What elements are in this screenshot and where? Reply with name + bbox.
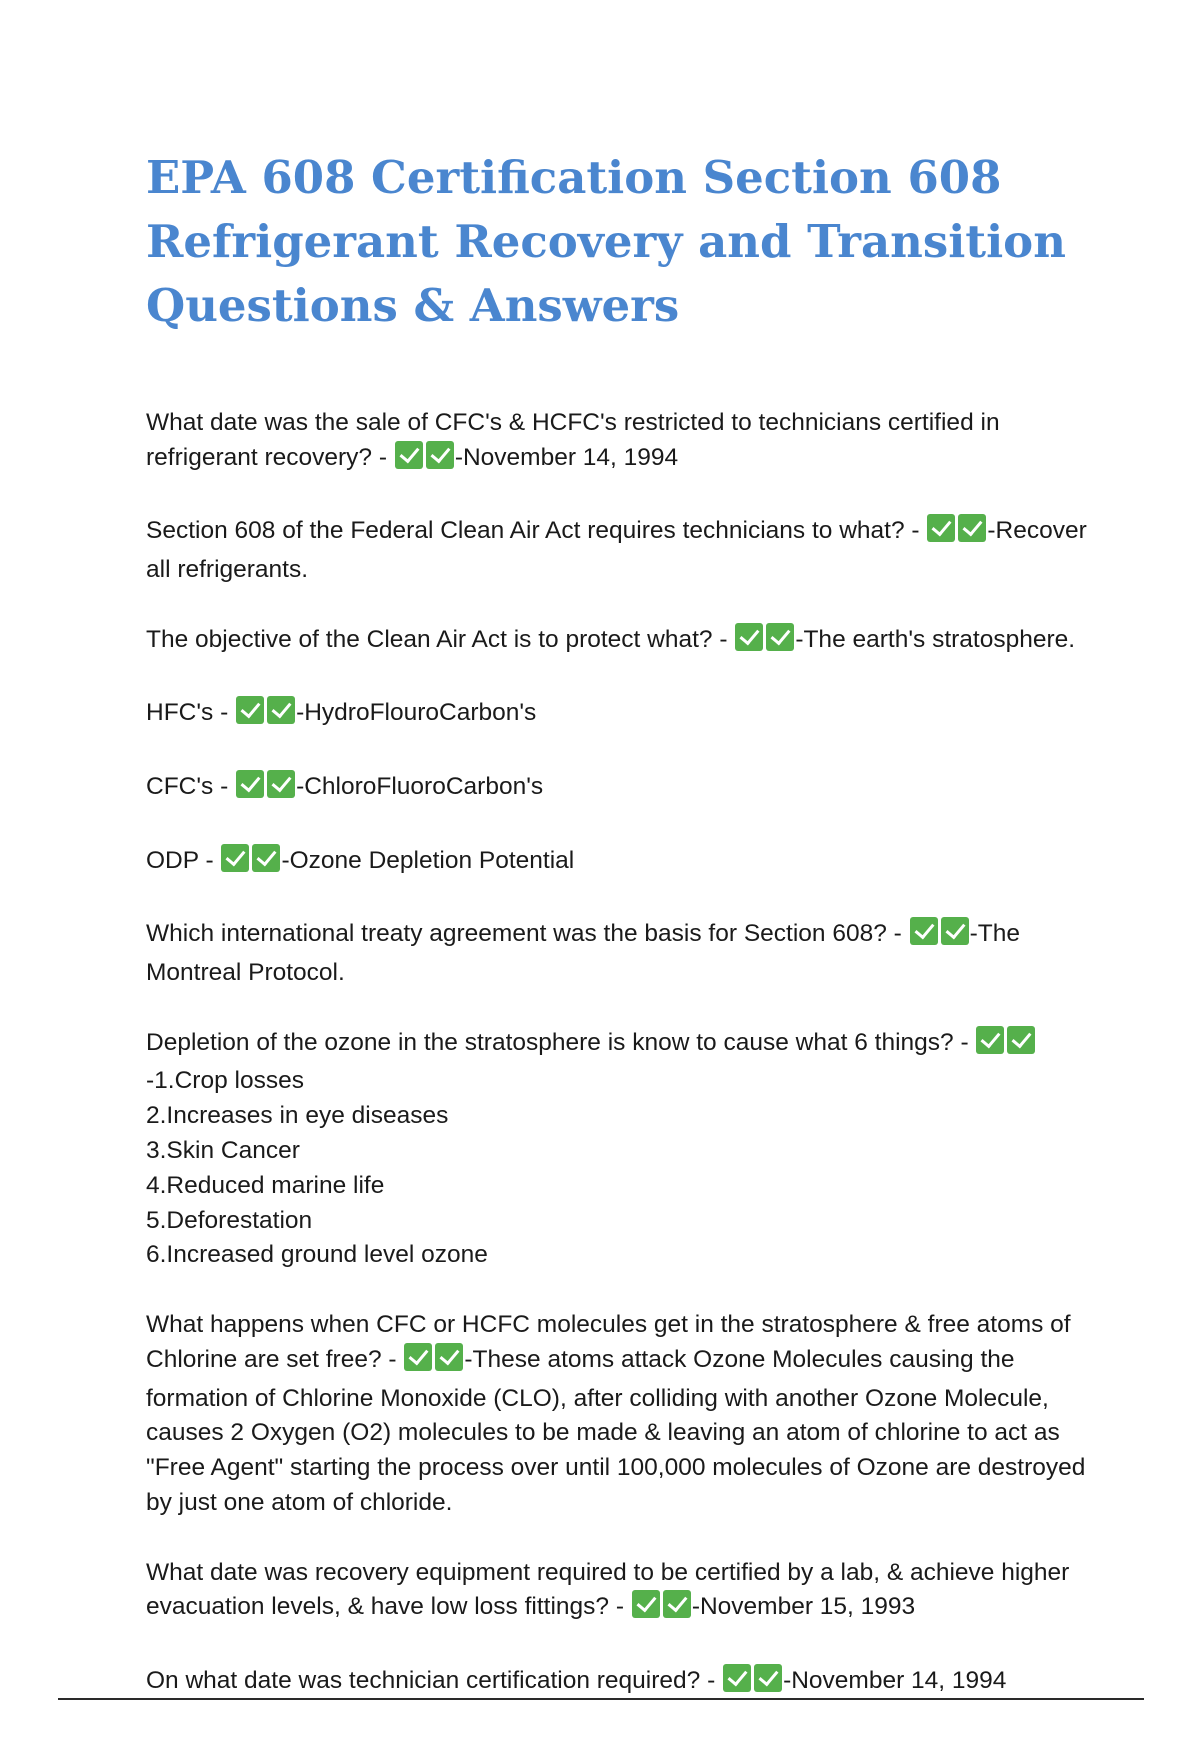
check-icon xyxy=(632,1590,660,1618)
double-check-icon xyxy=(927,514,986,553)
answer-text: -November 15, 1993 xyxy=(691,1593,916,1621)
check-icon xyxy=(426,441,454,469)
question-text: Section 608 of the Federal Clean Air Act requires technicians to what? xyxy=(146,517,905,545)
qa-item xyxy=(146,844,1096,883)
double-check-icon xyxy=(236,770,295,809)
check-icon xyxy=(236,770,264,798)
double-check-icon xyxy=(735,623,794,662)
title-line-3: Questions & Answers xyxy=(146,279,680,332)
separator: - xyxy=(213,772,236,800)
answer-text: -Recover all refrigerants. xyxy=(146,517,1087,584)
qa-item xyxy=(146,1664,1096,1703)
check-icon xyxy=(976,1026,1004,1054)
check-icon xyxy=(941,917,969,945)
title-line-1: EPA 608 Certification Section 608 xyxy=(146,151,1002,204)
double-check-icon xyxy=(910,917,969,956)
separator: - xyxy=(198,846,221,874)
question-text: On what date was technician certification required? xyxy=(146,1666,701,1694)
double-check-icon xyxy=(404,1343,463,1382)
answer-text: -The earth's stratosphere. xyxy=(795,625,1076,653)
check-icon xyxy=(927,514,955,542)
check-icon xyxy=(723,1664,751,1692)
check-icon xyxy=(404,1343,432,1371)
question-text: The objective of the Clean Air Act is to protect what? xyxy=(146,625,713,653)
check-icon xyxy=(252,844,280,872)
title-line-2: Refrigerant Recovery and Transition xyxy=(146,215,1066,268)
list-line: 3.Skin Cancer xyxy=(146,1136,300,1164)
answer-text: -November 14, 1994 xyxy=(454,443,679,471)
check-icon xyxy=(663,1590,691,1618)
separator: - xyxy=(886,920,909,948)
list-line: 2.Increases in eye diseases xyxy=(146,1102,449,1130)
qa-item xyxy=(146,770,1096,809)
check-icon xyxy=(267,770,295,798)
list-line: 5.Deforestation xyxy=(146,1206,313,1234)
check-icon xyxy=(1007,1026,1035,1054)
separator: - xyxy=(213,699,236,727)
qa-list xyxy=(146,406,1096,1737)
separator: - xyxy=(904,517,927,545)
check-icon xyxy=(395,441,423,469)
question-text: What date was the sale of CFC's & HCFC's restricted to technicians certified in refrigerant recovery? xyxy=(146,409,1000,471)
answer-text: -1.Crop losses xyxy=(146,1067,304,1095)
double-check-icon xyxy=(723,1664,782,1703)
qa-item xyxy=(146,1556,1096,1630)
answer-text: -These atoms attack Ozone Molecules causing the formation of Chlorine Monoxide (CLO), after colliding with another Ozone Molecule, causes 2 Oxygen (O2) molecules to be made & leaving an atom of chlorine to act as "Free Agent" starting the process over until 100,000 molecules of Ozone are destroyed by just one atom of chloride. xyxy=(146,1345,1086,1516)
question-text: What happens when CFC or HCFC molecules get in the stratosphere & free atoms of Chlorine are set free? xyxy=(146,1310,1071,1373)
qa-item xyxy=(146,623,1096,662)
qa-item xyxy=(146,1308,1096,1521)
double-check-icon xyxy=(221,844,280,883)
list-line: 6.Increased ground level ozone xyxy=(146,1241,488,1269)
double-check-icon xyxy=(236,696,295,735)
separator: - xyxy=(609,1593,631,1621)
check-icon xyxy=(435,1343,463,1371)
qa-item xyxy=(146,696,1096,735)
qa-item xyxy=(146,514,1096,588)
check-icon xyxy=(766,623,794,651)
check-icon xyxy=(735,623,763,651)
check-icon xyxy=(910,917,938,945)
answer-text: -The Montreal Protocol. xyxy=(146,920,1021,986)
answer-text: -November 14, 1994 xyxy=(783,1666,1007,1694)
qa-item xyxy=(146,1026,1096,1274)
check-icon xyxy=(958,514,986,542)
separator: - xyxy=(712,625,735,653)
question-text: HFC's xyxy=(146,699,214,727)
qa-item xyxy=(146,917,1096,991)
question-text: Which international treaty agreement was the basis for Section 608? xyxy=(146,920,887,948)
check-icon xyxy=(221,844,249,872)
separator: - xyxy=(381,1345,404,1373)
question-text: Depletion of the ozone in the stratosphere is know to cause what 6 things? xyxy=(146,1028,954,1056)
check-icon xyxy=(236,696,264,724)
double-check-icon xyxy=(976,1026,1035,1065)
separator: - xyxy=(953,1028,976,1056)
question-text: ODP xyxy=(146,846,199,874)
separator: - xyxy=(372,443,394,471)
answer-text: -Ozone Depletion Potential xyxy=(281,846,575,874)
check-icon xyxy=(754,1664,782,1692)
answer-text: -HydroFlouroCarbon's xyxy=(296,699,537,727)
document-title xyxy=(146,146,1106,338)
list-line: 4.Reduced marine life xyxy=(146,1171,385,1199)
separator: - xyxy=(700,1666,723,1694)
answer-text: -ChloroFluoroCarbon's xyxy=(296,772,544,800)
double-check-icon xyxy=(632,1590,691,1629)
question-text: What date was recovery equipment required to be certified by a lab, & achieve higher evacuation levels, & have low loss fittings? xyxy=(146,1558,1070,1621)
question-text: CFC's xyxy=(146,772,214,800)
qa-item xyxy=(146,406,1096,480)
double-check-icon xyxy=(395,441,454,480)
check-icon xyxy=(267,696,295,724)
